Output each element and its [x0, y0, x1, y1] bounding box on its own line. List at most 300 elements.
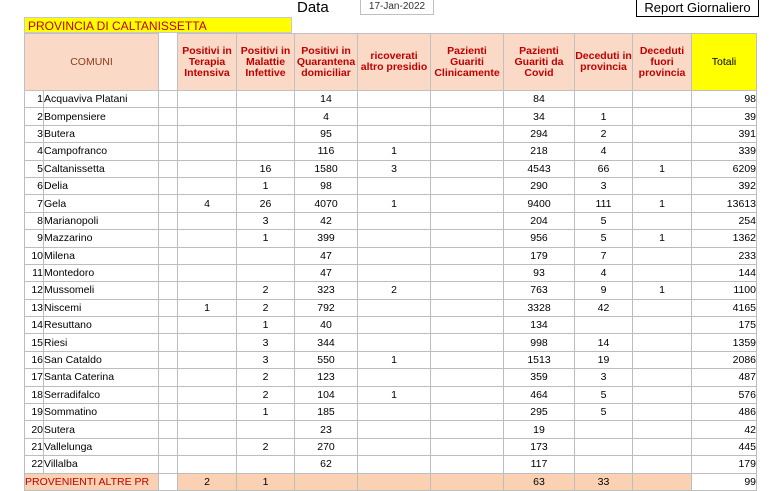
- cell-mi: [237, 264, 295, 281]
- spacer-cell: [159, 177, 178, 194]
- cell-ra: 1: [358, 195, 431, 212]
- cell-dp: [575, 91, 633, 108]
- cell-ra: 1: [358, 143, 431, 160]
- cell-qd: 550: [295, 351, 358, 368]
- cell-ti: [178, 247, 237, 264]
- cell-mi: 3: [237, 212, 295, 229]
- cell-tot: 42: [692, 421, 757, 438]
- header-comuni: COMUNI: [25, 34, 159, 91]
- cell-mi: 26: [237, 195, 295, 212]
- cell-ti: [178, 264, 237, 281]
- cell-qd: 270: [295, 438, 358, 455]
- cell-qd: 123: [295, 369, 358, 386]
- cell-pg: [431, 351, 504, 368]
- cell-gc: 464: [504, 386, 575, 403]
- row-number: 2: [25, 108, 44, 125]
- comune-name: Milena: [44, 247, 159, 264]
- cell-dp: 19: [575, 351, 633, 368]
- comune-name: Acquaviva Platani: [44, 91, 159, 108]
- cell-ra: [358, 369, 431, 386]
- comune-name: Resuttano: [44, 317, 159, 334]
- cell-mi: [237, 247, 295, 264]
- cell-qd: 4: [295, 108, 358, 125]
- cell-tot: 4165: [692, 299, 757, 316]
- cell-qd: 323: [295, 282, 358, 299]
- cell-qd: 344: [295, 334, 358, 351]
- cell-gc: 173: [504, 438, 575, 455]
- header-guariti-covid: Pazienti Guariti da Covid: [504, 34, 575, 91]
- cell-mi: 1: [237, 404, 295, 421]
- cell-dp: 33: [575, 473, 633, 490]
- cell-ti: [178, 230, 237, 247]
- row-number: 4: [25, 143, 44, 160]
- cell-mi: [237, 143, 295, 160]
- cell-gc: 294: [504, 125, 575, 142]
- comune-name: Caltanissetta: [44, 160, 159, 177]
- date-value: 17-Jan-2022: [360, 0, 434, 15]
- spacer-cell: [159, 404, 178, 421]
- cell-df: [633, 473, 692, 490]
- cell-ti: [178, 369, 237, 386]
- cell-ti: [178, 282, 237, 299]
- comune-name: Niscemi: [44, 299, 159, 316]
- cell-pg: [431, 177, 504, 194]
- cell-dp: 4: [575, 264, 633, 281]
- cell-df: 1: [633, 160, 692, 177]
- spacer-cell: [159, 473, 178, 490]
- cell-gc: 93: [504, 264, 575, 281]
- cell-qd: 95: [295, 125, 358, 142]
- cell-pg: [431, 282, 504, 299]
- cell-mi: [237, 456, 295, 473]
- cell-ti: [178, 317, 237, 334]
- table-row: [25, 282, 757, 299]
- comune-name: Santa Caterina: [44, 369, 159, 386]
- cell-qd: 62: [295, 456, 358, 473]
- spacer-cell: [159, 108, 178, 125]
- cell-qd: 40: [295, 317, 358, 334]
- table-row: [25, 351, 757, 368]
- cell-df: [633, 334, 692, 351]
- cell-dp: 2: [575, 125, 633, 142]
- table-row: [25, 230, 757, 247]
- cell-ti: [178, 386, 237, 403]
- comune-name: Gela: [44, 195, 159, 212]
- cell-df: [633, 421, 692, 438]
- cell-qd: [295, 473, 358, 490]
- cell-dp: 5: [575, 212, 633, 229]
- cell-gc: 4543: [504, 160, 575, 177]
- cell-dp: 111: [575, 195, 633, 212]
- row-number: 22: [25, 456, 44, 473]
- cell-tot: 99: [692, 473, 757, 490]
- cell-dp: [575, 438, 633, 455]
- cell-ti: [178, 160, 237, 177]
- cell-mi: 2: [237, 369, 295, 386]
- cell-df: [633, 143, 692, 160]
- cell-df: [633, 177, 692, 194]
- comune-name: Riesi: [44, 334, 159, 351]
- cell-gc: 1513: [504, 351, 575, 368]
- spacer-cell: [159, 438, 178, 455]
- row-number: 5: [25, 160, 44, 177]
- cell-qd: 399: [295, 230, 358, 247]
- comune-name: Mussomeli: [44, 282, 159, 299]
- table-row: [25, 334, 757, 351]
- cell-df: 1: [633, 230, 692, 247]
- comune-name: PROVENIENTI ALTRE PR: [25, 473, 159, 490]
- cell-qd: 104: [295, 386, 358, 403]
- cell-ti: [178, 177, 237, 194]
- table-row: [25, 369, 757, 386]
- row-number: 1: [25, 91, 44, 108]
- cell-mi: [237, 125, 295, 142]
- row-number: 11: [25, 264, 44, 281]
- cell-pg: [431, 438, 504, 455]
- cell-dp: 5: [575, 230, 633, 247]
- cell-qd: 1580: [295, 160, 358, 177]
- cell-tot: 144: [692, 264, 757, 281]
- cell-gc: 117: [504, 456, 575, 473]
- cell-df: [633, 91, 692, 108]
- cell-tot: 39: [692, 108, 757, 125]
- table-row: [25, 108, 757, 125]
- cell-df: [633, 317, 692, 334]
- cell-tot: 445: [692, 438, 757, 455]
- header-row: [25, 34, 757, 91]
- cell-pg: [431, 264, 504, 281]
- cell-dp: 3: [575, 177, 633, 194]
- cell-ti: [178, 125, 237, 142]
- cell-qd: 116: [295, 143, 358, 160]
- cell-mi: 3: [237, 334, 295, 351]
- cell-gc: 218: [504, 143, 575, 160]
- cell-dp: 5: [575, 404, 633, 421]
- table-row: [25, 421, 757, 438]
- table-row: [25, 247, 757, 264]
- cell-mi: [237, 91, 295, 108]
- cell-pg: [431, 143, 504, 160]
- spacer-cell: [159, 212, 178, 229]
- cell-tot: 1100: [692, 282, 757, 299]
- cell-df: 1: [633, 195, 692, 212]
- cell-df: [633, 404, 692, 421]
- cell-ti: [178, 334, 237, 351]
- comune-name: Montedoro: [44, 264, 159, 281]
- table-row: [25, 264, 757, 281]
- cell-ti: [178, 351, 237, 368]
- header-guariti-clinicamente: Pazienti Guariti Clinicamente: [431, 34, 504, 91]
- cell-pg: [431, 195, 504, 212]
- row-number: 6: [25, 177, 44, 194]
- cell-ti: 4: [178, 195, 237, 212]
- cell-qd: 14: [295, 91, 358, 108]
- cell-dp: 9: [575, 282, 633, 299]
- cell-ti: [178, 143, 237, 160]
- cell-gc: 9400: [504, 195, 575, 212]
- cell-ra: [358, 108, 431, 125]
- cell-tot: 13613: [692, 195, 757, 212]
- province-title: PROVINCIA DI CALTANISSETTA: [24, 17, 292, 33]
- cell-qd: 47: [295, 247, 358, 264]
- header-deceduti-provincia: Deceduti in provincia: [575, 34, 633, 91]
- table-row: [25, 195, 757, 212]
- row-number: 19: [25, 404, 44, 421]
- cell-gc: 63: [504, 473, 575, 490]
- date-label: Data: [297, 0, 329, 16]
- row-number: 18: [25, 386, 44, 403]
- cell-ra: 3: [358, 160, 431, 177]
- table-row: [25, 125, 757, 142]
- cell-ra: 2: [358, 282, 431, 299]
- cell-qd: 185: [295, 404, 358, 421]
- cell-tot: 6209: [692, 160, 757, 177]
- cell-qd: 98: [295, 177, 358, 194]
- comune-name: San Cataldo: [44, 351, 159, 368]
- cell-tot: 1362: [692, 230, 757, 247]
- row-number: 16: [25, 351, 44, 368]
- cell-ti: [178, 456, 237, 473]
- cell-df: [633, 108, 692, 125]
- cell-dp: [575, 317, 633, 334]
- cell-tot: 576: [692, 386, 757, 403]
- cell-tot: 486: [692, 404, 757, 421]
- cell-tot: 254: [692, 212, 757, 229]
- cell-df: [633, 456, 692, 473]
- cell-mi: 1: [237, 230, 295, 247]
- cell-ra: [358, 247, 431, 264]
- cell-dp: 1: [575, 108, 633, 125]
- cell-ra: [358, 230, 431, 247]
- cell-dp: 66: [575, 160, 633, 177]
- table-row: [25, 160, 757, 177]
- spacer-cell: [159, 456, 178, 473]
- cell-gc: 84: [504, 91, 575, 108]
- spacer-cell: [159, 369, 178, 386]
- spacer-cell: [159, 91, 178, 108]
- table-row: [25, 143, 757, 160]
- cell-df: [633, 264, 692, 281]
- comune-name: Sommatino: [44, 404, 159, 421]
- cell-pg: [431, 317, 504, 334]
- spacer-cell: [159, 421, 178, 438]
- cell-pg: [431, 160, 504, 177]
- cell-tot: 98: [692, 91, 757, 108]
- table-row: [25, 456, 757, 473]
- cell-gc: 34: [504, 108, 575, 125]
- comune-name: Butera: [44, 125, 159, 142]
- cell-mi: 1: [237, 177, 295, 194]
- cell-gc: 763: [504, 282, 575, 299]
- cell-dp: [575, 456, 633, 473]
- spacer-cell: [159, 160, 178, 177]
- cell-tot: 175: [692, 317, 757, 334]
- cell-ra: [358, 264, 431, 281]
- cell-qd: 47: [295, 264, 358, 281]
- cell-mi: 2: [237, 299, 295, 316]
- cell-mi: [237, 108, 295, 125]
- spacer-cell: [159, 230, 178, 247]
- cell-tot: 339: [692, 143, 757, 160]
- cell-tot: 391: [692, 125, 757, 142]
- cell-mi: 1: [237, 473, 295, 490]
- cell-ti: [178, 421, 237, 438]
- cell-ra: [358, 456, 431, 473]
- cell-qd: 792: [295, 299, 358, 316]
- cell-gc: 19: [504, 421, 575, 438]
- cell-pg: [431, 404, 504, 421]
- header-spacer: [159, 34, 178, 91]
- cell-tot: 1359: [692, 334, 757, 351]
- cell-tot: 2086: [692, 351, 757, 368]
- cell-ra: [358, 299, 431, 316]
- comune-name: Bompensiere: [44, 108, 159, 125]
- header-altro-presidio: ricoverati altro presidio: [358, 34, 431, 91]
- cell-ti: [178, 91, 237, 108]
- cell-mi: 2: [237, 386, 295, 403]
- cell-ra: [358, 404, 431, 421]
- cell-ra: [358, 125, 431, 142]
- cell-ti: [178, 404, 237, 421]
- cell-pg: [431, 421, 504, 438]
- cell-gc: 359: [504, 369, 575, 386]
- cell-ra: [358, 473, 431, 490]
- cell-tot: 179: [692, 456, 757, 473]
- row-number: 13: [25, 299, 44, 316]
- table-row: [25, 386, 757, 403]
- table-row: [25, 317, 757, 334]
- cell-gc: 295: [504, 404, 575, 421]
- comune-name: Serradifalco: [44, 386, 159, 403]
- cell-qd: 23: [295, 421, 358, 438]
- report-table: [24, 33, 757, 491]
- cell-pg: [431, 212, 504, 229]
- comune-name: Delia: [44, 177, 159, 194]
- row-number: 9: [25, 230, 44, 247]
- cell-pg: [431, 108, 504, 125]
- cell-mi: [237, 421, 295, 438]
- cell-qd: 42: [295, 212, 358, 229]
- row-number: 14: [25, 317, 44, 334]
- spacer-cell: [159, 143, 178, 160]
- cell-pg: [431, 473, 504, 490]
- cell-df: [633, 247, 692, 264]
- cell-ti: [178, 108, 237, 125]
- cell-ra: 1: [358, 351, 431, 368]
- header-quarantena: Positivi in Quarantena domiciliar: [295, 34, 358, 91]
- comune-name: Villalba: [44, 456, 159, 473]
- cell-mi: 2: [237, 282, 295, 299]
- cell-dp: 14: [575, 334, 633, 351]
- spacer-cell: [159, 351, 178, 368]
- cell-gc: 998: [504, 334, 575, 351]
- report-title: Report Giornaliero: [636, 0, 759, 17]
- spacer-cell: [159, 195, 178, 212]
- cell-tot: 233: [692, 247, 757, 264]
- row-number: 12: [25, 282, 44, 299]
- cell-ra: [358, 212, 431, 229]
- header-deceduti-fuori: Deceduti fuori provincia: [633, 34, 692, 91]
- cell-pg: [431, 299, 504, 316]
- cell-pg: [431, 125, 504, 142]
- cell-dp: [575, 421, 633, 438]
- cell-ra: [358, 91, 431, 108]
- cell-mi: 2: [237, 438, 295, 455]
- cell-mi: 16: [237, 160, 295, 177]
- cell-gc: 290: [504, 177, 575, 194]
- cell-pg: [431, 230, 504, 247]
- cell-pg: [431, 247, 504, 264]
- cell-ti: 2: [178, 473, 237, 490]
- cell-ra: [358, 438, 431, 455]
- cell-dp: 4: [575, 143, 633, 160]
- comune-name: Marianopoli: [44, 212, 159, 229]
- cell-ra: [358, 334, 431, 351]
- spacer-cell: [159, 317, 178, 334]
- cell-ti: [178, 212, 237, 229]
- comune-name: Mazzarino: [44, 230, 159, 247]
- cell-df: [633, 212, 692, 229]
- cell-dp: 3: [575, 369, 633, 386]
- table-row: [25, 438, 757, 455]
- cell-df: [633, 351, 692, 368]
- spacer-cell: [159, 282, 178, 299]
- cell-mi: 3: [237, 351, 295, 368]
- row-number: 8: [25, 212, 44, 229]
- spacer-cell: [159, 386, 178, 403]
- cell-pg: [431, 386, 504, 403]
- cell-pg: [431, 91, 504, 108]
- spacer-cell: [159, 299, 178, 316]
- row-number: 15: [25, 334, 44, 351]
- cell-ra: [358, 317, 431, 334]
- spacer-cell: [159, 125, 178, 142]
- cell-dp: 42: [575, 299, 633, 316]
- cell-df: [633, 369, 692, 386]
- row-number: 10: [25, 247, 44, 264]
- cell-gc: 204: [504, 212, 575, 229]
- cell-gc: 956: [504, 230, 575, 247]
- table-row-provenienti: [25, 473, 757, 490]
- cell-gc: 3328: [504, 299, 575, 316]
- cell-dp: 7: [575, 247, 633, 264]
- cell-ra: [358, 421, 431, 438]
- row-number: 17: [25, 369, 44, 386]
- spacer-cell: [159, 247, 178, 264]
- comune-name: Vallelunga: [44, 438, 159, 455]
- cell-ti: [178, 438, 237, 455]
- cell-qd: 4070: [295, 195, 358, 212]
- table-row: [25, 91, 757, 108]
- cell-dp: 5: [575, 386, 633, 403]
- cell-pg: [431, 334, 504, 351]
- table-row: [25, 299, 757, 316]
- table-row: [25, 212, 757, 229]
- cell-df: [633, 438, 692, 455]
- cell-gc: 179: [504, 247, 575, 264]
- row-number: 7: [25, 195, 44, 212]
- cell-pg: [431, 369, 504, 386]
- cell-df: [633, 386, 692, 403]
- cell-ti: 1: [178, 299, 237, 316]
- cell-df: [633, 125, 692, 142]
- cell-ra: 1: [358, 386, 431, 403]
- comune-name: Campofranco: [44, 143, 159, 160]
- header-totali: Totali: [692, 34, 757, 91]
- row-number: 20: [25, 421, 44, 438]
- header-terapia-intensiva: Positivi in Terapia Intensiva: [178, 34, 237, 91]
- comune-name: Sutera: [44, 421, 159, 438]
